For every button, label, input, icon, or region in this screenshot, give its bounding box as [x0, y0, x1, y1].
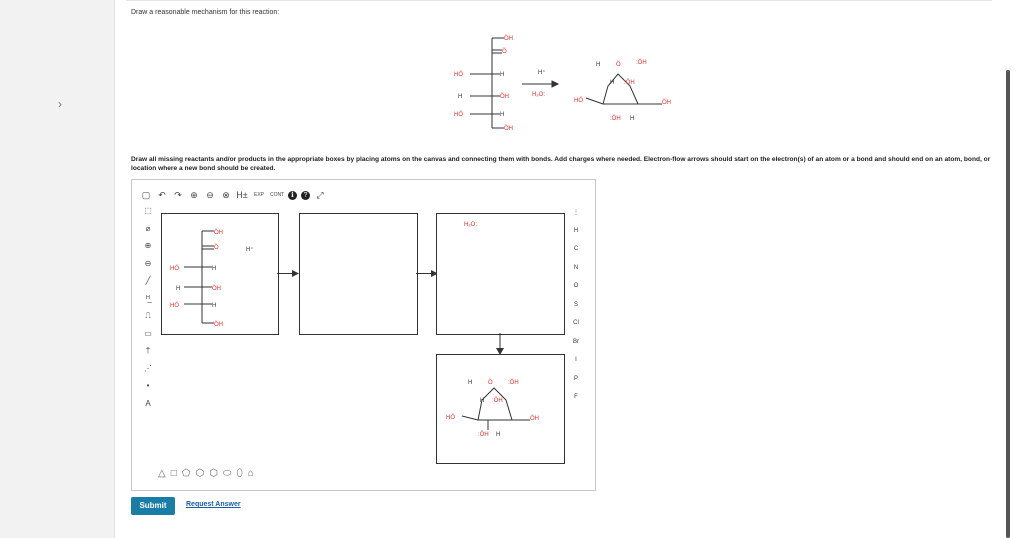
svg-text:HÖ: HÖ — [454, 112, 463, 118]
heptagon-icon[interactable]: ⬭ — [222, 468, 232, 479]
svg-text:H₂O:: H₂O: — [532, 92, 545, 98]
chevron-right-icon[interactable]: › — [58, 97, 62, 111]
svg-text:H: H — [500, 112, 505, 118]
svg-text:Ö: Ö — [214, 245, 219, 251]
bond-icon[interactable]: ╱ — [145, 276, 151, 285]
request-answer-link[interactable]: Request Answer — [186, 501, 241, 508]
expand-icon[interactable]: EXP — [253, 192, 264, 198]
pentagon-icon[interactable]: ⬠ — [181, 468, 191, 479]
element-br[interactable]: Br — [573, 338, 579, 345]
svg-text:HÖ: HÖ — [446, 415, 455, 421]
positive-charge-icon[interactable]: ⊕ — [144, 241, 152, 250]
rectangle-icon[interactable]: ▭ — [144, 328, 152, 338]
element-f[interactable]: F — [574, 394, 578, 400]
info-icon[interactable]: ℹ — [288, 191, 297, 200]
svg-text:ÖH: ÖH — [662, 100, 671, 106]
reaction-scheme — [440, 28, 680, 148]
element-n[interactable]: N — [573, 264, 579, 271]
arrow-tool-icon[interactable]: † — [145, 346, 151, 355]
starting-material-structure — [166, 215, 276, 330]
element-p[interactable]: P — [573, 375, 578, 382]
divider — [126, 0, 992, 1]
box-intermediate-2[interactable] — [436, 213, 565, 335]
element-s[interactable]: S — [573, 301, 578, 308]
element-c[interactable]: C — [573, 246, 579, 252]
curved-arrow-icon[interactable]: ⋰ — [144, 363, 152, 373]
submit-button[interactable]: Submit — [131, 497, 175, 515]
svg-text:H: H — [480, 398, 485, 404]
svg-text:H: H — [630, 116, 635, 122]
svg-text:ÖH: ÖH — [500, 94, 509, 100]
square-icon[interactable]: □ — [170, 468, 177, 479]
arrow-down — [495, 333, 505, 355]
svg-text:H: H — [458, 94, 463, 100]
left-sidebar — [0, 0, 115, 538]
negative-charge-icon[interactable]: ⊖ — [144, 258, 152, 268]
element-palette — [569, 209, 583, 413]
svg-text:H: H — [596, 62, 601, 68]
svg-text:ÖH: ÖH — [504, 126, 513, 132]
lone-pair-icon[interactable]: • — [146, 381, 150, 390]
box4-reagent: H₂O: — [464, 222, 477, 228]
left-toolbar — [140, 206, 156, 416]
svg-text::ÖH: :ÖH — [508, 380, 519, 386]
svg-text:H: H — [176, 286, 181, 292]
svg-text:ÖH: ÖH — [504, 36, 513, 42]
svg-text::ÖH: :ÖH — [478, 432, 489, 438]
element-h[interactable]: H — [573, 227, 579, 234]
template-icon[interactable]: ⎍ — [145, 311, 151, 320]
svg-text:ÖH: ÖH — [214, 230, 223, 236]
select-icon[interactable]: ⬚ — [144, 206, 152, 215]
svg-text:Ö: Ö — [502, 49, 507, 55]
hydrogen-toggle-icon[interactable]: H± — [236, 190, 248, 200]
box1-catalyst: H⁺ — [246, 247, 254, 253]
svg-text:H: H — [468, 380, 473, 386]
help-icon[interactable]: ? — [301, 191, 310, 200]
question-prompt: Draw a reasonable mechanism for this reaction: — [131, 9, 280, 16]
svg-text::ÖH: :ÖH — [624, 80, 635, 86]
svg-text::ÖH: :ÖH — [492, 398, 503, 404]
redo-icon[interactable]: ↷ — [174, 189, 182, 200]
svg-text:HÖ: HÖ — [170, 303, 179, 309]
chair-icon[interactable]: ⌂ — [247, 468, 254, 479]
svg-text:ÖH: ÖH — [530, 416, 539, 422]
instructions: Draw all missing reactants and/or products in the appropriate boxes by placing atoms on the canvas and connecting them with bonds. Add charges where needed. Electron-flow arrows should start on the electron(s) of an atom or a bond and should end on an atom, bond, or location where a new bond should be created. — [131, 156, 991, 172]
new-icon[interactable]: ▢ — [141, 189, 151, 200]
svg-text::ÖH: :ÖH — [610, 116, 621, 122]
benzene-icon[interactable]: ⬡ — [209, 468, 218, 479]
svg-text:HÖ: HÖ — [454, 72, 463, 78]
eraser-icon[interactable]: ⌀ — [145, 223, 151, 233]
svg-text:H: H — [212, 303, 217, 309]
product-structure — [440, 372, 560, 452]
contract-icon[interactable]: CONT — [270, 192, 285, 198]
fullscreen-icon[interactable]: ⤢ — [316, 189, 324, 200]
triangle-icon[interactable]: △ — [158, 468, 166, 479]
zoom-in-icon[interactable]: ⊕ — [190, 189, 198, 200]
ring-templates — [158, 468, 254, 479]
svg-text:H: H — [212, 266, 217, 272]
svg-text:HÖ: HÖ — [574, 98, 583, 104]
text-icon[interactable]: A — [145, 398, 151, 408]
svg-text:ÖH: ÖH — [214, 322, 223, 328]
periodic-table-icon[interactable]: ⋮ — [573, 210, 579, 216]
zoom-out-icon[interactable]: ⊖ — [206, 189, 214, 200]
svg-text:H: H — [500, 72, 505, 78]
scrollbar[interactable] — [1006, 70, 1010, 538]
svg-text:H⁺: H⁺ — [538, 70, 546, 76]
svg-text:Ö: Ö — [488, 380, 493, 386]
svg-text:Ö: Ö — [616, 62, 621, 68]
element-o[interactable]: O — [573, 283, 579, 289]
editor-toolbar — [140, 188, 326, 202]
undo-icon[interactable]: ↶ — [158, 189, 166, 200]
element-i[interactable]: I — [575, 357, 577, 363]
box-intermediate-1[interactable] — [299, 213, 418, 335]
element-cl[interactable]: Cl — [573, 320, 579, 326]
svg-text::ÖH: :ÖH — [636, 60, 647, 66]
chain-icon[interactable]: ᴴ̲ — [146, 293, 150, 303]
hexagon-icon[interactable]: ⬡ — [195, 468, 205, 479]
octagon-icon[interactable]: ⬯ — [236, 468, 243, 479]
zoom-reset-icon[interactable]: ⊗ — [222, 189, 230, 200]
svg-text:H: H — [610, 80, 615, 86]
svg-text:ÖH: ÖH — [212, 286, 221, 292]
svg-text:H: H — [496, 432, 501, 438]
svg-text:HÖ: HÖ — [170, 266, 179, 272]
